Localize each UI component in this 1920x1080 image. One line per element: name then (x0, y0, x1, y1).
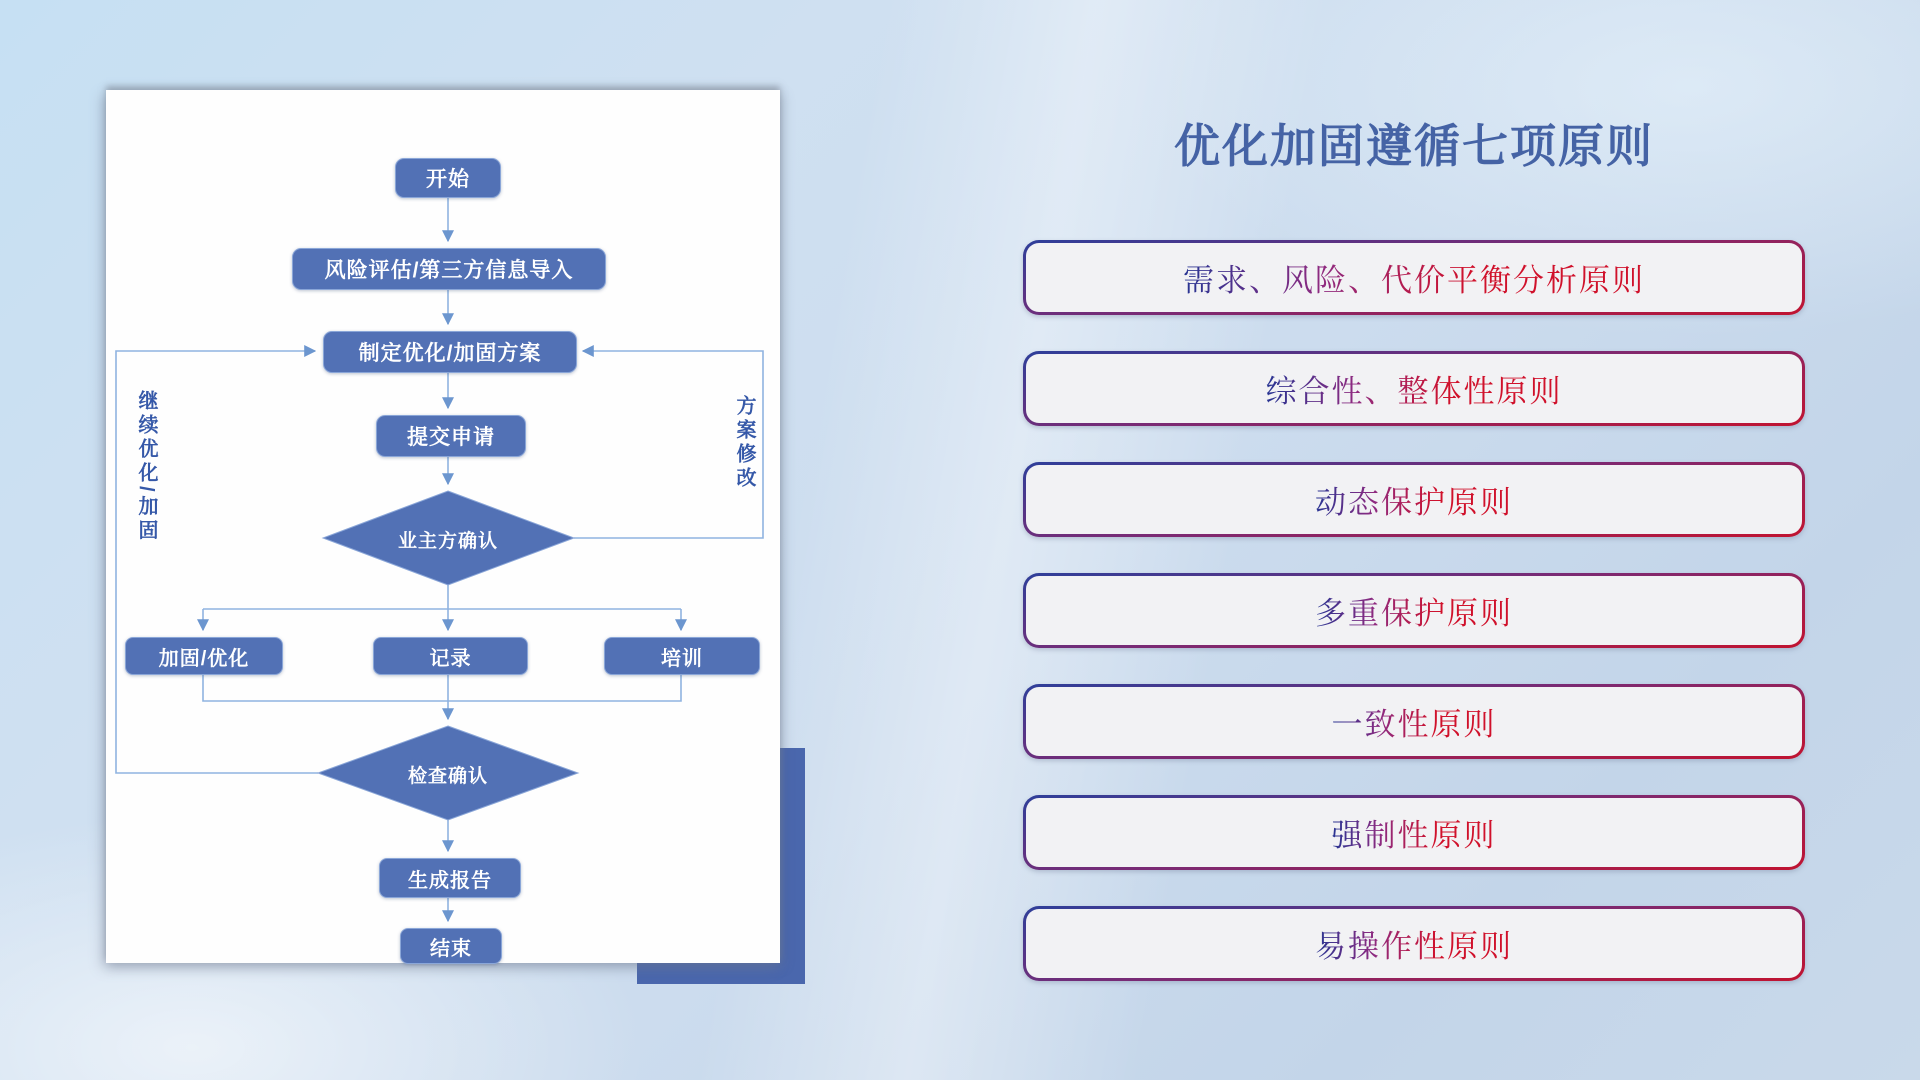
flow-node-make-plan: 制定优化/加固方案 (323, 331, 577, 373)
loop-label-continue-optimize: 继续优化/加固 (135, 390, 157, 544)
flow-node-reinforce-optimize: 加固/优化 (125, 637, 283, 675)
principle-label: 易操作性原则 (1315, 921, 1513, 966)
principle-label: 综合性、整体性原则 (1266, 366, 1563, 411)
principle-label: 需求、风险、代价平衡分析原则 (1183, 255, 1645, 300)
principle-box-7 (1023, 906, 1805, 981)
principle-label: 一致性原则 (1332, 699, 1497, 744)
principle-box-1 (1023, 240, 1805, 315)
loop-label-plan-modify: 方案修改 (733, 395, 755, 491)
flowchart-card (106, 90, 780, 963)
principle-box-5 (1023, 684, 1805, 759)
principle-box-6 (1023, 795, 1805, 870)
flow-node-end: 结束 (400, 928, 502, 964)
flow-node-owner-confirm-label: 业主方确认 (397, 531, 498, 552)
flow-node-generate-report: 生成报告 (379, 858, 521, 898)
page-title: 优化加固遵循七项原则 (1174, 120, 1654, 172)
flow-node-check-confirm-label: 检查确认 (407, 766, 488, 787)
flow-node-start: 开始 (395, 158, 501, 198)
principle-label: 多重保护原则 (1315, 588, 1513, 633)
flow-node-submit-application: 提交申请 (376, 415, 526, 457)
principle-label: 动态保护原则 (1315, 477, 1513, 522)
flow-node-risk-assessment: 风险评估/第三方信息导入 (292, 248, 606, 290)
principle-box-4 (1023, 573, 1805, 648)
principle-label: 强制性原则 (1332, 810, 1497, 855)
flow-node-training: 培训 (604, 637, 760, 675)
principle-box-3 (1023, 462, 1805, 537)
flow-node-record: 记录 (373, 637, 528, 675)
principle-box-2 (1023, 351, 1805, 426)
principles-list (1023, 240, 1805, 1017)
